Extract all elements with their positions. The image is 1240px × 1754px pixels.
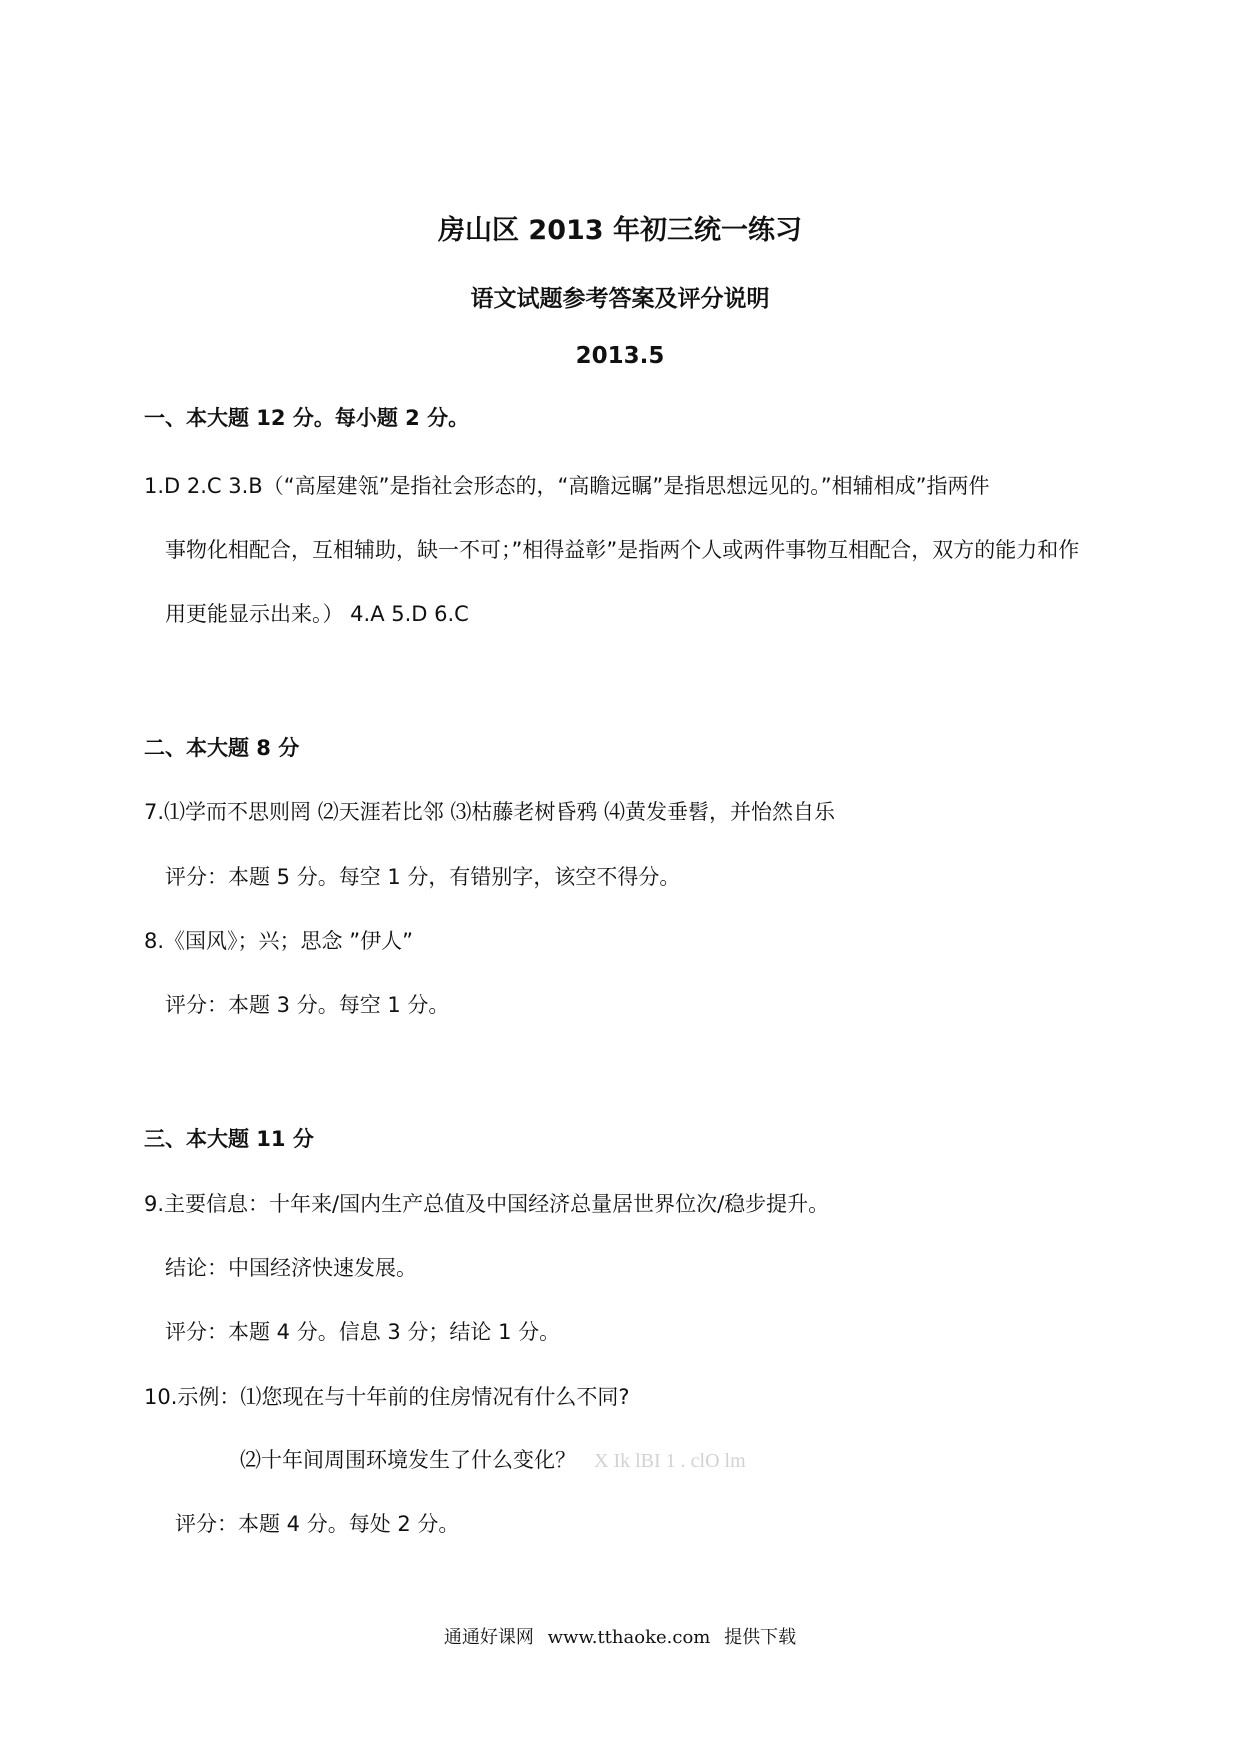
section1-answers-line2: 事物化相配合，互相辅助，缺一不可；”相得益彰”是指两个人或两件事物互相配合，双方的能力和作 (165, 538, 1080, 562)
q7-answers: 7.⑴学而不思则罔 ⑵天涯若比邻 ⑶枯藤老树昏鸦 ⑷黄发垂髫，并怡然自乐 (144, 800, 836, 824)
document-subtitle: 语文试题参考答案及评分说明 (470, 286, 770, 312)
q10-example2: ⑵十年间周围环境发生了什么变化？ (240, 1448, 576, 1472)
section1-answers-line1: 1.D 2.C 3.B（“高屋建瓴”是指社会形态的，“高瞻远瞩”是指思想远见的。”相辅相成”指两件 (144, 474, 990, 498)
q7-score: 评分：本题 5 分。每空 1 分，有错别字，该空不得分。 (165, 865, 681, 889)
q8-score: 评分：本题 3 分。每空 1 分。 (165, 993, 450, 1017)
section2-heading: 二、本大题 8 分 (144, 736, 300, 760)
q10-score: 评分：本题 4 分。每处 2 分。 (175, 1512, 460, 1536)
q10-example1: 10.示例：⑴您现在与十年前的住房情况有什么不同? (144, 1385, 630, 1409)
q10-example2-row (240, 1448, 1240, 1473)
section3-heading: 三、本大题 11 分 (144, 1127, 314, 1151)
footer-note: 提供下载 (724, 1627, 797, 1648)
watermark-text: X Ik lBI 1 . clO lm (594, 1450, 746, 1472)
q9-info: 9.主要信息：十年来/国内生产总值及中国经济总量居世界位次/稳步提升。 (144, 1192, 830, 1216)
footer-url[interactable]: www.tthaoke.com (547, 1627, 711, 1648)
section1-answers-line3: 用更能显示出来。） 4.A 5.D 6.C (165, 602, 469, 626)
section1-heading: 一、本大题 12 分。每小题 2 分。 (144, 406, 470, 430)
q8-answers: 8.《国风》；兴；思念 ”伊人” (144, 929, 413, 953)
q9-score: 评分：本题 4 分。信息 3 分；结论 1 分。 (165, 1320, 561, 1344)
document-title: 房山区 2013 年初三统一练习 (438, 215, 802, 246)
document-date: 2013.5 (575, 343, 665, 369)
page-footer (0, 1623, 1240, 1649)
q9-conclusion: 结论：中国经济快速发展。 (165, 1256, 417, 1280)
footer-site-name: 通通好课网 (443, 1627, 534, 1648)
